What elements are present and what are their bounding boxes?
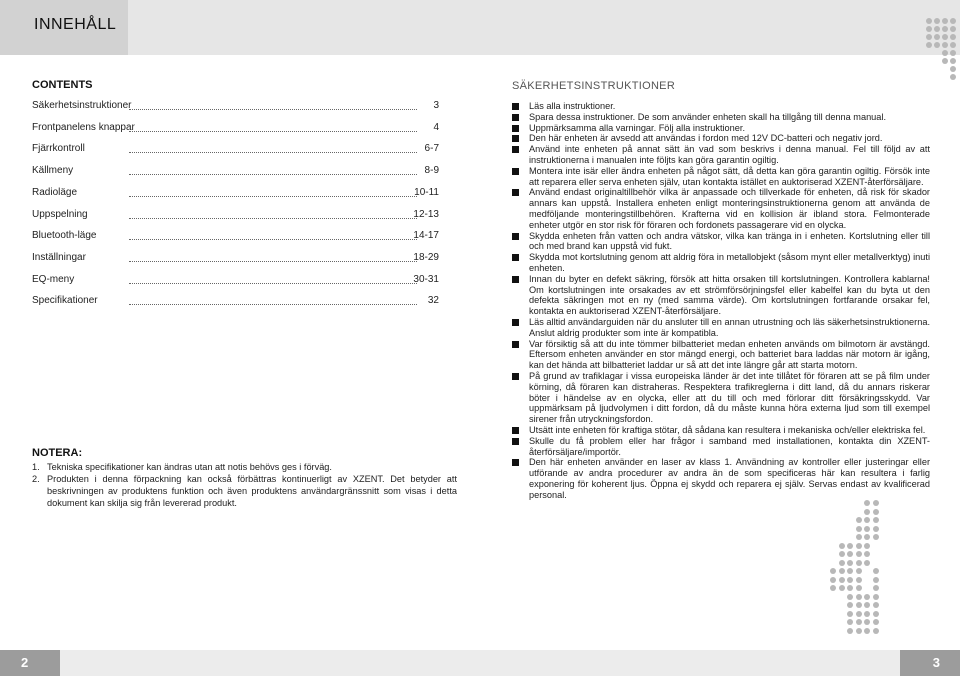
dot-pattern-decoration — [830, 500, 930, 650]
square-bullet-icon — [512, 254, 519, 261]
toc-leader — [129, 131, 417, 132]
safety-item-text: Var försiktig så att du inte tömmer bilbatteriet medan enheten används om bilmotorn är avstängd. Eftersom enheten använder en stor mängd energi, och batteriet bara laddas när motorn är igång, kan det hända att bilbatteriet laddar ur så att det inte längre går att starta motorn. — [529, 338, 930, 371]
safety-item — [512, 436, 930, 458]
page-title: INNEHÅLL — [34, 16, 117, 33]
safety-list — [512, 101, 930, 500]
page-number-right: 3 — [932, 655, 940, 670]
note-heading: NOTERA: — [32, 447, 83, 459]
safety-item — [512, 317, 930, 339]
safety-item — [512, 166, 930, 188]
safety-item-text: Skulle du få problem eller har frågor i samband med installationen, kontakta din XZENT-återförsäljare/importör. — [529, 435, 930, 457]
safety-item-text: Den här enheten använder en laser av klass 1. Användning av kontroller eller justeringar eller utförande av andra procedurer av andra än de som specificeras här kan resultera i farlig exponering för koherent ljus. Öppna ej skydd och reparera ej själv. Servas endast av kvalificerad personal. — [529, 457, 930, 500]
toc-row — [32, 209, 439, 225]
toc-row — [32, 295, 439, 311]
safety-item-text: Uppmärksamma alla varningar. Följ alla instruktioner. — [529, 122, 745, 133]
safety-item — [512, 252, 930, 274]
safety-item — [512, 101, 930, 112]
safety-item — [512, 339, 930, 371]
safety-item — [512, 231, 930, 253]
toc-label: Fjärrkontroll — [32, 143, 85, 155]
toc-label: Specifikationer — [32, 295, 98, 307]
toc-label: Radioläge — [32, 186, 78, 198]
note-text: Produkten i denna förpackning kan också förbättras kontinuerligt av XZENT. Det betyder att beskrivningen av produktens funktion och även produktens användargränssnitt som visas i detta dokument kan skilja sig från levererad produkt. — [47, 474, 457, 508]
toc-leader — [129, 218, 417, 219]
toc-page: 10-11 — [414, 186, 439, 198]
toc-leader — [129, 239, 417, 240]
safety-item — [512, 133, 930, 144]
toc-label: EQ-meny — [32, 273, 75, 285]
square-bullet-icon — [512, 341, 519, 348]
square-bullet-icon — [512, 135, 519, 142]
toc-row — [32, 143, 439, 159]
toc-row — [32, 230, 439, 246]
page-number-left: 2 — [21, 655, 29, 670]
toc-row — [32, 187, 439, 203]
square-bullet-icon — [512, 114, 519, 121]
toc-page: 30-31 — [413, 273, 439, 285]
safety-item-text: Använd endast originaltillbehör vilka är anpassade och tillverkade för enheten, då risk för skador annars kan uppstå. Installera enheten enligt monteringsinstruktionerna genom att använda de medföljande monteringstillbehören. Krafterna vid en kollision är ibland stora. Felmonterade enheter utgör en stor risk för föraren och fordonets passagerare vid en olycka. — [529, 187, 930, 230]
safety-item-text: Utsätt inte enheten för kraftiga stötar, då sådana kan resultera i mekaniska och/eller elektriska fel. — [529, 424, 926, 435]
toc-leader — [129, 283, 417, 284]
toc-page: 32 — [427, 295, 439, 307]
square-bullet-icon — [512, 276, 519, 283]
toc-page: 12-13 — [413, 208, 439, 220]
safety-item-text: Innan du byter en defekt säkring, försök att hitta orsaken till kortslutningen. Kontrollera kablarna! Om kortslutningen inte orsakades av ett strömförsörjningsfel eller kabelfel kan du byta ut den defekta säkringen mot en ny (med samma värde). Om kortslutningen fortfarande orsakar fel, kontakta en auktoriserad XZENT-återförsäljare. — [529, 273, 930, 317]
toc-page: 14-17 — [413, 230, 439, 242]
toc-leader — [129, 152, 417, 153]
toc-leader — [129, 261, 417, 262]
dot-pattern-logo — [926, 18, 960, 82]
square-bullet-icon — [512, 459, 519, 466]
toc-page: 8-9 — [424, 165, 439, 177]
page-footer — [0, 650, 960, 676]
safety-item — [512, 123, 930, 134]
note-item — [32, 473, 457, 509]
square-bullet-icon — [512, 103, 519, 110]
square-bullet-icon — [512, 233, 519, 240]
safety-item — [512, 144, 930, 166]
safety-item — [512, 371, 930, 425]
safety-item-text: Läs alla instruktioner. — [529, 101, 616, 111]
safety-item-text: Den här enheten är avsedd att användas i fordon med 12V DC-batteri och negativ jord. — [529, 133, 883, 144]
safety-heading: SÄKERHETSINSTRUKTIONER — [512, 80, 676, 92]
square-bullet-icon — [512, 125, 519, 132]
safety-item — [512, 274, 930, 317]
toc-row — [32, 274, 439, 290]
toc-row — [32, 100, 439, 116]
safety-item — [512, 187, 930, 230]
footer-left-tab — [0, 650, 60, 676]
toc-page: 18-29 — [413, 251, 439, 263]
toc-page: 4 — [433, 121, 439, 133]
toc-leader — [129, 196, 417, 197]
toc-leader — [129, 304, 417, 305]
square-bullet-icon — [512, 168, 519, 175]
square-bullet-icon — [512, 438, 519, 445]
toc-row — [32, 252, 439, 268]
square-bullet-icon — [512, 427, 519, 434]
toc-page: 6-7 — [424, 143, 439, 155]
safety-item-text: Skydda enheten från vatten och andra vätskor, vilka kan tränga in i enheten. Kortslutning eller till och med brand kan uppstå vid fukt. — [529, 230, 930, 252]
toc-label: Säkerhetsinstruktioner — [32, 100, 132, 111]
safety-item — [512, 112, 930, 123]
toc-page: 3 — [433, 100, 439, 111]
contents-heading: CONTENTS — [32, 79, 93, 91]
toc-leader — [129, 109, 417, 110]
square-bullet-icon — [512, 189, 519, 196]
toc-label: Bluetooth-läge — [32, 230, 97, 242]
note-section — [32, 447, 457, 509]
toc-label: Inställningar — [32, 251, 86, 263]
square-bullet-icon — [512, 319, 519, 326]
toc-label: Uppspelning — [32, 208, 88, 220]
safety-item — [512, 425, 930, 436]
note-number: 1. — [32, 462, 40, 472]
safety-item-text: Läs alltid användarguiden när du ansluter till en annan utrustning och läs säkerhetsinstruktionerna. Anslut aldrig produkter som inte är kompatibla. — [529, 316, 930, 338]
note-number: 2. — [32, 474, 40, 484]
square-bullet-icon — [512, 373, 519, 380]
safety-item-text: Spara dessa instruktioner. De som använder enheten skall ha tillgång till denna manual. — [529, 111, 886, 122]
toc-row — [32, 165, 439, 181]
safety-item-text: På grund av trafiklagar i vissa europeiska länder är det inte tillåtet för föraren att se på film under körning, då föraren kan distraheras. Respektera trafikreglerna i ditt land, då du annars riskerar böter i händelse av en olycka, eller att du till och med förlorar ditt försäkringsskydd. Var uppmärksam på ljudvolymen i ditt fordon, då du måste kunna höra externa ljud som till exempel sirener från utryckningsfordon. — [529, 370, 930, 425]
page-header — [0, 0, 960, 55]
safety-item-text: Montera inte isär eller ändra enheten på något sätt, då detta kan göra garantin ogiltig. Försök inte att reparera eller serva enheten själv, utan kontakta istället en auktoriserad XZENT-återförsäljare. — [529, 165, 930, 187]
toc-row — [32, 122, 439, 138]
toc-leader — [129, 174, 417, 175]
safety-item — [512, 457, 930, 500]
safety-item-text: Skydda mot kortslutning genom att aldrig föra in metallobjekt (såsom mynt eller metallverktyg) inuti enheten. — [529, 252, 930, 273]
toc-label: Källmeny — [32, 165, 74, 177]
footer-right-tab — [900, 650, 960, 676]
note-text: Tekniska specifikationer kan ändras utan att notis behövs ges i förväg. — [47, 462, 332, 472]
safety-item-text: Använd inte enheten på annat sätt än vad som beskrivs i denna manual. Fel till följd av att instruktionerna i manualen inte följts kan göra garantin ogiltig. — [529, 144, 930, 165]
square-bullet-icon — [512, 146, 519, 153]
toc-label: Frontpanelens knappar — [32, 121, 135, 133]
note-item — [32, 461, 457, 473]
